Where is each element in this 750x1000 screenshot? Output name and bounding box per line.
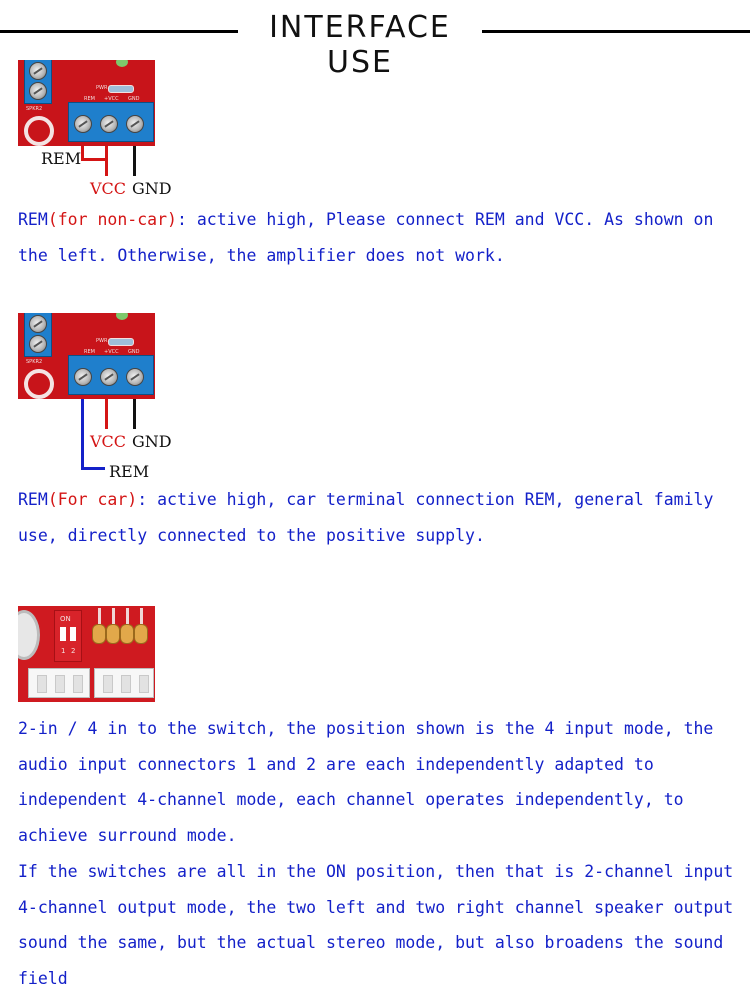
label-rem: REM (109, 462, 150, 481)
wire-jumper (81, 158, 107, 161)
resistor (108, 85, 134, 93)
capacitor (134, 624, 148, 644)
silk-vcc: +VCC (104, 96, 119, 102)
silk-rem: REM (84, 349, 95, 355)
silk-dip-1: 1 (61, 647, 66, 655)
connector-slot (139, 675, 149, 693)
audio-input-connector-2 (94, 668, 154, 698)
silk-spkr: SPKR2 (26, 106, 43, 112)
paragraph-on-position: If the switches are all in the ON position, then that is 2-channel input 4-channel output mode, the two left and two right channel speaker output sound the same, but the actual stereo mode, but also broadens the sound field (18, 862, 744, 989)
silk-gnd: GND (128, 349, 140, 355)
switch-2 (70, 627, 76, 641)
wire-gnd (133, 399, 136, 429)
mounting-hole (24, 116, 54, 146)
connector-slot (55, 675, 65, 693)
resistor (108, 338, 134, 346)
page-title: INTERFACE USE (269, 10, 451, 80)
paragraph-rem-non-car (18, 202, 743, 273)
term-rem: REM (18, 490, 48, 509)
capacitor (120, 624, 134, 644)
screw-icon (74, 368, 92, 386)
capacitor (106, 624, 120, 644)
switch-1 (60, 627, 66, 641)
label-rem: REM (41, 149, 82, 168)
silk-rem: REM (84, 96, 95, 102)
term-car: (For car) (47, 490, 138, 509)
mounting-hole (24, 369, 54, 399)
screw-icon (29, 62, 47, 80)
connector-slot (121, 675, 131, 693)
wire-rem (81, 399, 84, 469)
silk-vcc: +VCC (104, 349, 119, 355)
label-vcc: VCC (90, 179, 127, 198)
label-gnd: GND (132, 179, 172, 198)
screw-icon (100, 368, 118, 386)
paragraph-input-mode: 2-in / 4 in to the switch, the position shown is the 4 input mode, the audio input connectors 1 and 2 are each independently adapted to independent 4-channel mode, each channel operates independently, to achieve surround mode. (18, 719, 724, 846)
silk-dip-2: 2 (71, 647, 76, 655)
wire-rem-lead (81, 467, 105, 470)
wire-gnd (133, 146, 136, 176)
silk-dip-on: ON (60, 615, 71, 623)
paragraph-text: : active high, car terminal connection REM, general family use, directly connected to the positive supply. (18, 490, 724, 545)
label-gnd: GND (132, 432, 172, 451)
screw-icon (126, 368, 144, 386)
paragraph-text: : active high, Please connect REM and VCC. As shown on the left. Otherwise, the amplifier does not work. (18, 210, 724, 265)
silk-pwr: PWR (96, 338, 108, 344)
screw-icon (100, 115, 118, 133)
led-icon (116, 60, 128, 67)
screw-icon (29, 335, 47, 353)
screw-icon (29, 315, 47, 333)
pcb-photo-power-terminal-1 (18, 60, 155, 146)
screw-icon (29, 82, 47, 100)
dip-switch (54, 610, 82, 662)
wire-vcc (105, 146, 108, 176)
led-icon (116, 313, 128, 320)
connector-slot (73, 675, 83, 693)
screw-icon (126, 115, 144, 133)
term-non-car: (for non-car) (47, 210, 177, 229)
pcb-photo-input-switch (18, 606, 155, 702)
term-rem: REM (18, 210, 48, 229)
header-rule-left (0, 30, 238, 33)
wire-vcc (105, 399, 108, 429)
connector-slot (103, 675, 113, 693)
silk-spkr: SPKR2 (26, 359, 43, 365)
paragraph-rem-car (18, 482, 743, 553)
header-rule-right (482, 30, 750, 33)
label-vcc: VCC (90, 432, 127, 451)
silk-gnd: GND (128, 96, 140, 102)
capacitor (92, 624, 106, 644)
pcb-photo-power-terminal-2 (18, 313, 155, 399)
audio-input-connector-1 (28, 668, 90, 698)
screw-icon (74, 115, 92, 133)
silk-pwr: PWR (96, 85, 108, 91)
connector-slot (37, 675, 47, 693)
capacitor-edge (18, 610, 40, 660)
